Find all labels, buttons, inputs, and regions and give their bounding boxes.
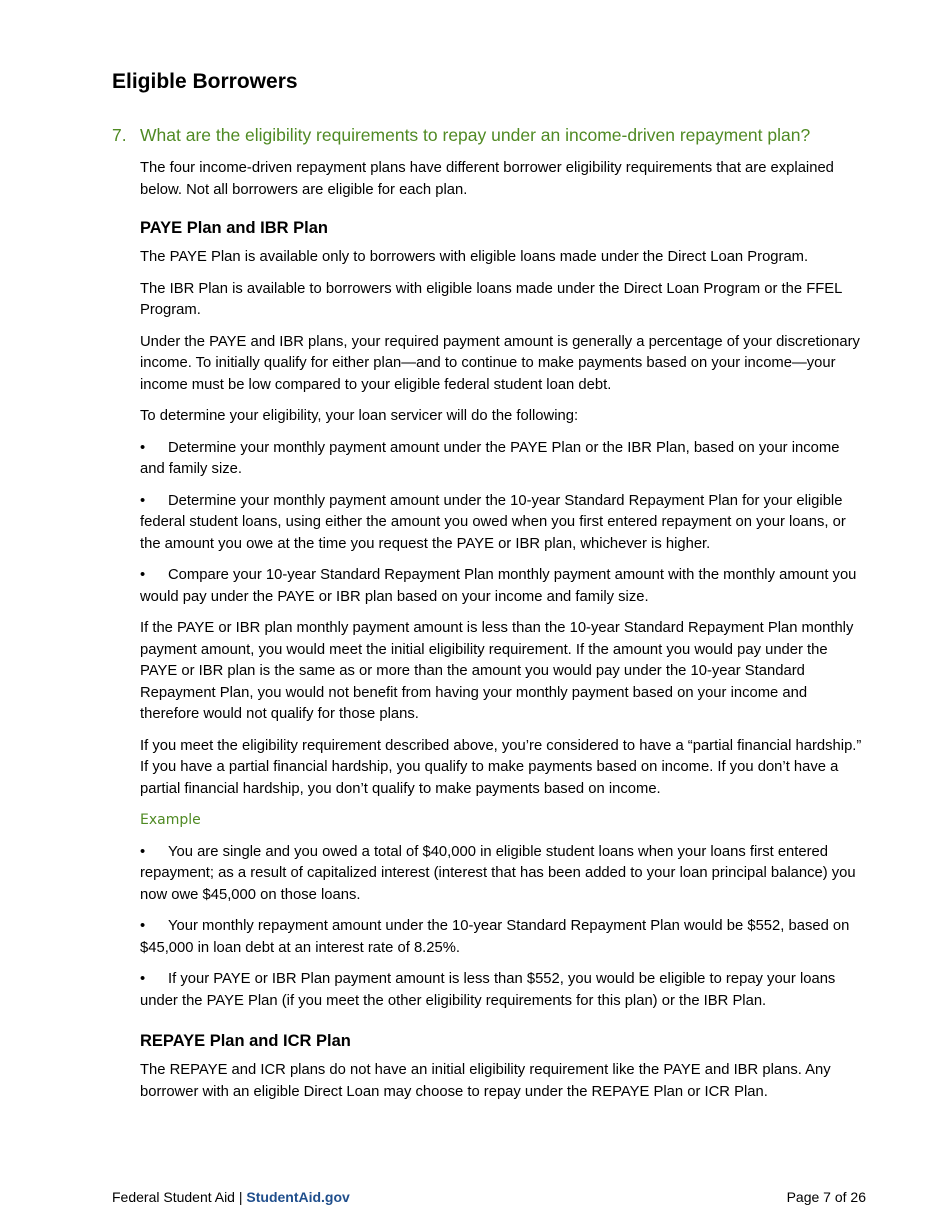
question-number: 7. xyxy=(112,125,127,145)
main-content xyxy=(140,158,868,1113)
intro-paragraph: The four income-driven repayment plans have different borrower eligibility requirements that are explained below. Not all borrowers are eligible for each plan. xyxy=(140,160,834,198)
paragraph: If the PAYE or IBR plan monthly payment amount is less than the 10-year Standard Repayment Plan monthly payment amount, you would meet the initial eligibility requirement. If the amount you would pay under the PAYE or IBR plan is the same as or more than the amount you would pay under the 10-year Standard Repayment Plan, you would not benefit from having your monthly payment based on your income and therefore would not qualify for those plans. xyxy=(140,620,854,722)
paye-ibr-heading: PAYE Plan and IBR Plan xyxy=(140,219,328,237)
list-item xyxy=(140,969,868,1012)
list-item-text: Your monthly repayment amount under the 10-year Standard Repayment Plan would be $552, based on $45,000 in loan debt at an interest rate of 8.25%. xyxy=(140,918,850,956)
bullet-icon: • xyxy=(140,918,146,934)
section-title: Eligible Borrowers xyxy=(112,70,298,93)
paragraph: If you meet the eligibility requirement described above, you’re considered to have a “partial financial hardship.” If you have a partial financial hardship, you qualify to make payments based on income. If you don’t have a partial financial hardship, you don’t qualify to make payments based on income. xyxy=(140,737,862,797)
footer-org: Federal Student Aid | xyxy=(112,1189,243,1205)
example-label: Example xyxy=(140,812,201,828)
list-item-text: If your PAYE or IBR Plan payment amount is less than $552, you would be eligible to repay your loans under the PAYE Plan (if you meet the other eligibility requirements for this plan) or the IBR Plan. xyxy=(140,971,836,1009)
bullet-icon: • xyxy=(140,971,146,987)
bullet-icon: • xyxy=(140,567,146,583)
footer-left xyxy=(112,1189,350,1205)
bullet-icon: • xyxy=(140,439,146,456)
list-item xyxy=(140,491,868,556)
list-item-text: Determine your monthly payment amount under the 10-year Standard Repayment Plan for your eligible federal student loans, using either the amount you owed when you first entered repayment on your loans, or the amount you owe at the time you request the PAYE or IBR plan, whichever is higher. xyxy=(140,492,846,552)
list-item xyxy=(140,842,868,907)
list-item xyxy=(140,916,868,959)
paragraph: The IBR Plan is available to borrowers with eligible loans made under the Direct Loan Program or the FFEL Program. xyxy=(140,280,842,318)
bullet-icon: • xyxy=(140,843,146,860)
paragraph: Under the PAYE and IBR plans, your required payment amount is generally a percentage of your discretionary income. To initially qualify for either plan—and to continue to make payments based on your income—your income must be low compared to your eligible federal student loan debt. xyxy=(140,333,860,393)
list-item-text: Compare your 10-year Standard Repayment Plan monthly payment amount with the monthly amount you would pay under the PAYE or IBR plan based on your income and family size. xyxy=(140,567,857,605)
studentaid-link[interactable]: StudentAid.gov xyxy=(246,1189,350,1205)
paragraph: To determine your eligibility, your loan servicer will do the following: xyxy=(140,408,579,424)
question-heading: What are the eligibility requirements to repay under an income-driven repayment plan? xyxy=(140,125,811,145)
list-item-text: You are single and you owed a total of $40,000 in eligible student loans when your loans first entered repayment; as a result of capitalized interest (interest that has been added to your loan principal balance) you now owe $45,000 on those loans. xyxy=(140,843,856,903)
paragraph: The PAYE Plan is available only to borrowers with eligible loans made under the Direct Loan Program. xyxy=(140,249,809,265)
list-item-text: Determine your monthly payment amount under the PAYE Plan or the IBR Plan, based on your income and family size. xyxy=(140,439,840,477)
bullet-icon: • xyxy=(140,492,146,509)
list-item xyxy=(140,438,868,481)
paragraph: The REPAYE and ICR plans do not have an initial eligibility requirement like the PAYE and IBR plans. Any borrower with an eligible Direct Loan may choose to repay under the REPAYE Plan or ICR Plan. xyxy=(140,1062,831,1100)
page-number: Page 7 of 26 xyxy=(786,1189,866,1205)
list-item xyxy=(140,565,868,608)
repaye-icr-heading: REPAYE Plan and ICR Plan xyxy=(140,1032,351,1050)
